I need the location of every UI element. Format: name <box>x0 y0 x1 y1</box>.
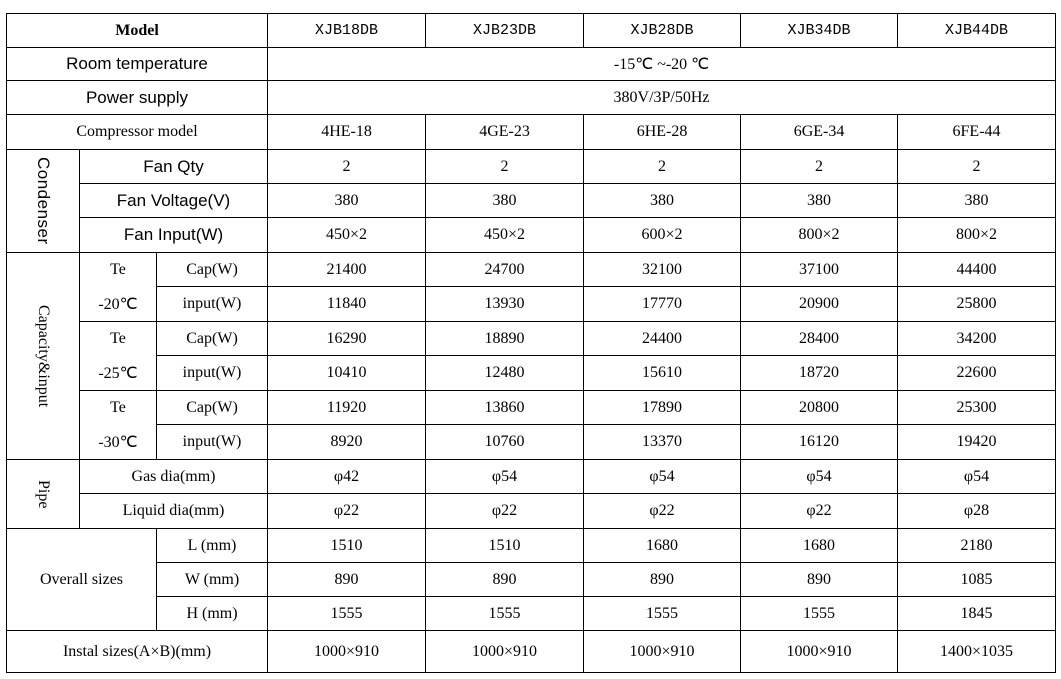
model-name: XJB34DB <box>741 14 898 48</box>
cap-value: 37100 <box>741 253 898 287</box>
cap-value: 17890 <box>584 391 741 425</box>
fan-qty-value: 2 <box>426 150 584 184</box>
install-sizes-value: 1000×910 <box>584 631 741 673</box>
capacity-input-row <box>7 425 1056 460</box>
length-value: 2180 <box>898 529 1056 563</box>
fan-qty-label: Fan Qty <box>80 150 268 184</box>
model-header-label: Model <box>7 14 268 48</box>
model-name: XJB28DB <box>584 14 741 48</box>
length-value: 1510 <box>426 529 584 563</box>
capacity-cap-row <box>7 253 1056 287</box>
height-value: 1555 <box>584 597 741 631</box>
room-temperature-row <box>7 48 1056 81</box>
condenser-group-label: Condenser <box>7 150 80 253</box>
compressor-value: 6FE-44 <box>898 115 1056 150</box>
pipe-group-label: Pipe <box>7 460 80 529</box>
fan-voltage-value: 380 <box>898 184 1056 218</box>
capacity-input-row <box>7 356 1056 391</box>
compressor-value: 4GE-23 <box>426 115 584 150</box>
power-supply-value: 380V/3P/50Hz <box>268 81 1056 115</box>
install-sizes-label: Instal sizes(A×B)(mm) <box>7 631 268 673</box>
height-label: H (mm) <box>157 597 268 631</box>
compressor-label: Compressor model <box>7 115 268 150</box>
width-value: 890 <box>268 563 426 597</box>
cap-value: 34200 <box>898 322 1056 356</box>
height-value: 1555 <box>741 597 898 631</box>
fan-input-value: 800×2 <box>741 218 898 253</box>
fan-qty-value: 2 <box>268 150 426 184</box>
fan-qty-value: 2 <box>584 150 741 184</box>
install-sizes-value: 1000×910 <box>741 631 898 673</box>
fan-input-value: 450×2 <box>426 218 584 253</box>
condenser-fan-voltage-row <box>7 184 1056 218</box>
cap-value: 21400 <box>268 253 426 287</box>
gas-dia-value: φ54 <box>584 460 741 494</box>
te-value: -20℃ <box>80 287 157 322</box>
model-row <box>7 14 1056 48</box>
cap-value: 20800 <box>741 391 898 425</box>
model-name: XJB44DB <box>898 14 1056 48</box>
width-value: 1085 <box>898 563 1056 597</box>
spec-table <box>6 13 1056 673</box>
model-name: XJB18DB <box>268 14 426 48</box>
te-label: Te <box>80 253 157 287</box>
compressor-value: 4HE-18 <box>268 115 426 150</box>
compressor-value: 6HE-28 <box>584 115 741 150</box>
input-value: 22600 <box>898 356 1056 391</box>
fan-qty-value: 2 <box>898 150 1056 184</box>
fan-voltage-value: 380 <box>741 184 898 218</box>
install-sizes-value: 1400×1035 <box>898 631 1056 673</box>
input-label: input(W) <box>157 356 268 391</box>
capacity-input-row <box>7 287 1056 322</box>
fan-input-value: 450×2 <box>268 218 426 253</box>
overall-length-row <box>7 529 1056 563</box>
capacity-group-label: Capacity&input <box>7 253 80 460</box>
input-label: input(W) <box>157 287 268 322</box>
te-value: -25℃ <box>80 356 157 391</box>
height-value: 1555 <box>268 597 426 631</box>
overall-height-row <box>7 597 1056 631</box>
fan-voltage-value: 380 <box>426 184 584 218</box>
compressor-value: 6GE-34 <box>741 115 898 150</box>
cap-label: Cap(W) <box>157 391 268 425</box>
fan-qty-value: 2 <box>741 150 898 184</box>
condenser-fan-input-row <box>7 218 1056 253</box>
width-value: 890 <box>584 563 741 597</box>
overall-width-row <box>7 563 1056 597</box>
pipe-liquid-row <box>7 494 1056 529</box>
liquid-dia-value: φ22 <box>584 494 741 529</box>
gas-dia-label: Gas dia(mm) <box>80 460 268 494</box>
cap-label: Cap(W) <box>157 253 268 287</box>
input-value: 15610 <box>584 356 741 391</box>
room-temperature-value: -15℃ ~-20 ℃ <box>268 48 1056 81</box>
width-value: 890 <box>741 563 898 597</box>
gas-dia-value: φ42 <box>268 460 426 494</box>
capacity-cap-row <box>7 391 1056 425</box>
install-sizes-value: 1000×910 <box>426 631 584 673</box>
width-label: W (mm) <box>157 563 268 597</box>
height-value: 1555 <box>426 597 584 631</box>
cap-value: 28400 <box>741 322 898 356</box>
install-sizes-row <box>7 631 1056 673</box>
input-value: 8920 <box>268 425 426 460</box>
model-name: XJB23DB <box>426 14 584 48</box>
length-label: L (mm) <box>157 529 268 563</box>
overall-sizes-label: Overall sizes <box>7 529 157 631</box>
input-value: 25800 <box>898 287 1056 322</box>
power-supply-row <box>7 81 1056 115</box>
fan-voltage-value: 380 <box>268 184 426 218</box>
gas-dia-value: φ54 <box>426 460 584 494</box>
power-supply-label: Power supply <box>7 81 268 115</box>
input-value: 11840 <box>268 287 426 322</box>
length-value: 1510 <box>268 529 426 563</box>
input-value: 17770 <box>584 287 741 322</box>
fan-input-value: 600×2 <box>584 218 741 253</box>
condenser-fan-qty-row <box>7 150 1056 184</box>
liquid-dia-value: φ22 <box>426 494 584 529</box>
input-value: 20900 <box>741 287 898 322</box>
length-value: 1680 <box>584 529 741 563</box>
cap-value: 25300 <box>898 391 1056 425</box>
cap-label: Cap(W) <box>157 322 268 356</box>
input-value: 10410 <box>268 356 426 391</box>
cap-value: 18890 <box>426 322 584 356</box>
cap-value: 44400 <box>898 253 1056 287</box>
input-label: input(W) <box>157 425 268 460</box>
liquid-dia-value: φ28 <box>898 494 1056 529</box>
width-value: 890 <box>426 563 584 597</box>
te-label: Te <box>80 322 157 356</box>
input-value: 10760 <box>426 425 584 460</box>
install-sizes-value: 1000×910 <box>268 631 426 673</box>
cap-value: 24400 <box>584 322 741 356</box>
liquid-dia-value: φ22 <box>268 494 426 529</box>
te-value: -30℃ <box>80 425 157 460</box>
cap-value: 16290 <box>268 322 426 356</box>
cap-value: 24700 <box>426 253 584 287</box>
input-value: 18720 <box>741 356 898 391</box>
room-temperature-label: Room temperature <box>7 48 268 81</box>
input-value: 13370 <box>584 425 741 460</box>
gas-dia-value: φ54 <box>741 460 898 494</box>
liquid-dia-label: Liquid dia(mm) <box>80 494 268 529</box>
input-value: 19420 <box>898 425 1056 460</box>
length-value: 1680 <box>741 529 898 563</box>
compressor-row <box>7 115 1056 150</box>
cap-value: 11920 <box>268 391 426 425</box>
cap-value: 13860 <box>426 391 584 425</box>
gas-dia-value: φ54 <box>898 460 1056 494</box>
pipe-gas-row <box>7 460 1056 494</box>
liquid-dia-value: φ22 <box>741 494 898 529</box>
input-value: 16120 <box>741 425 898 460</box>
capacity-cap-row <box>7 322 1056 356</box>
cap-value: 32100 <box>584 253 741 287</box>
fan-input-value: 800×2 <box>898 218 1056 253</box>
fan-voltage-label: Fan Voltage(V) <box>80 184 268 218</box>
height-value: 1845 <box>898 597 1056 631</box>
fan-voltage-value: 380 <box>584 184 741 218</box>
fan-input-label: Fan Input(W) <box>80 218 268 253</box>
input-value: 12480 <box>426 356 584 391</box>
input-value: 13930 <box>426 287 584 322</box>
te-label: Te <box>80 391 157 425</box>
